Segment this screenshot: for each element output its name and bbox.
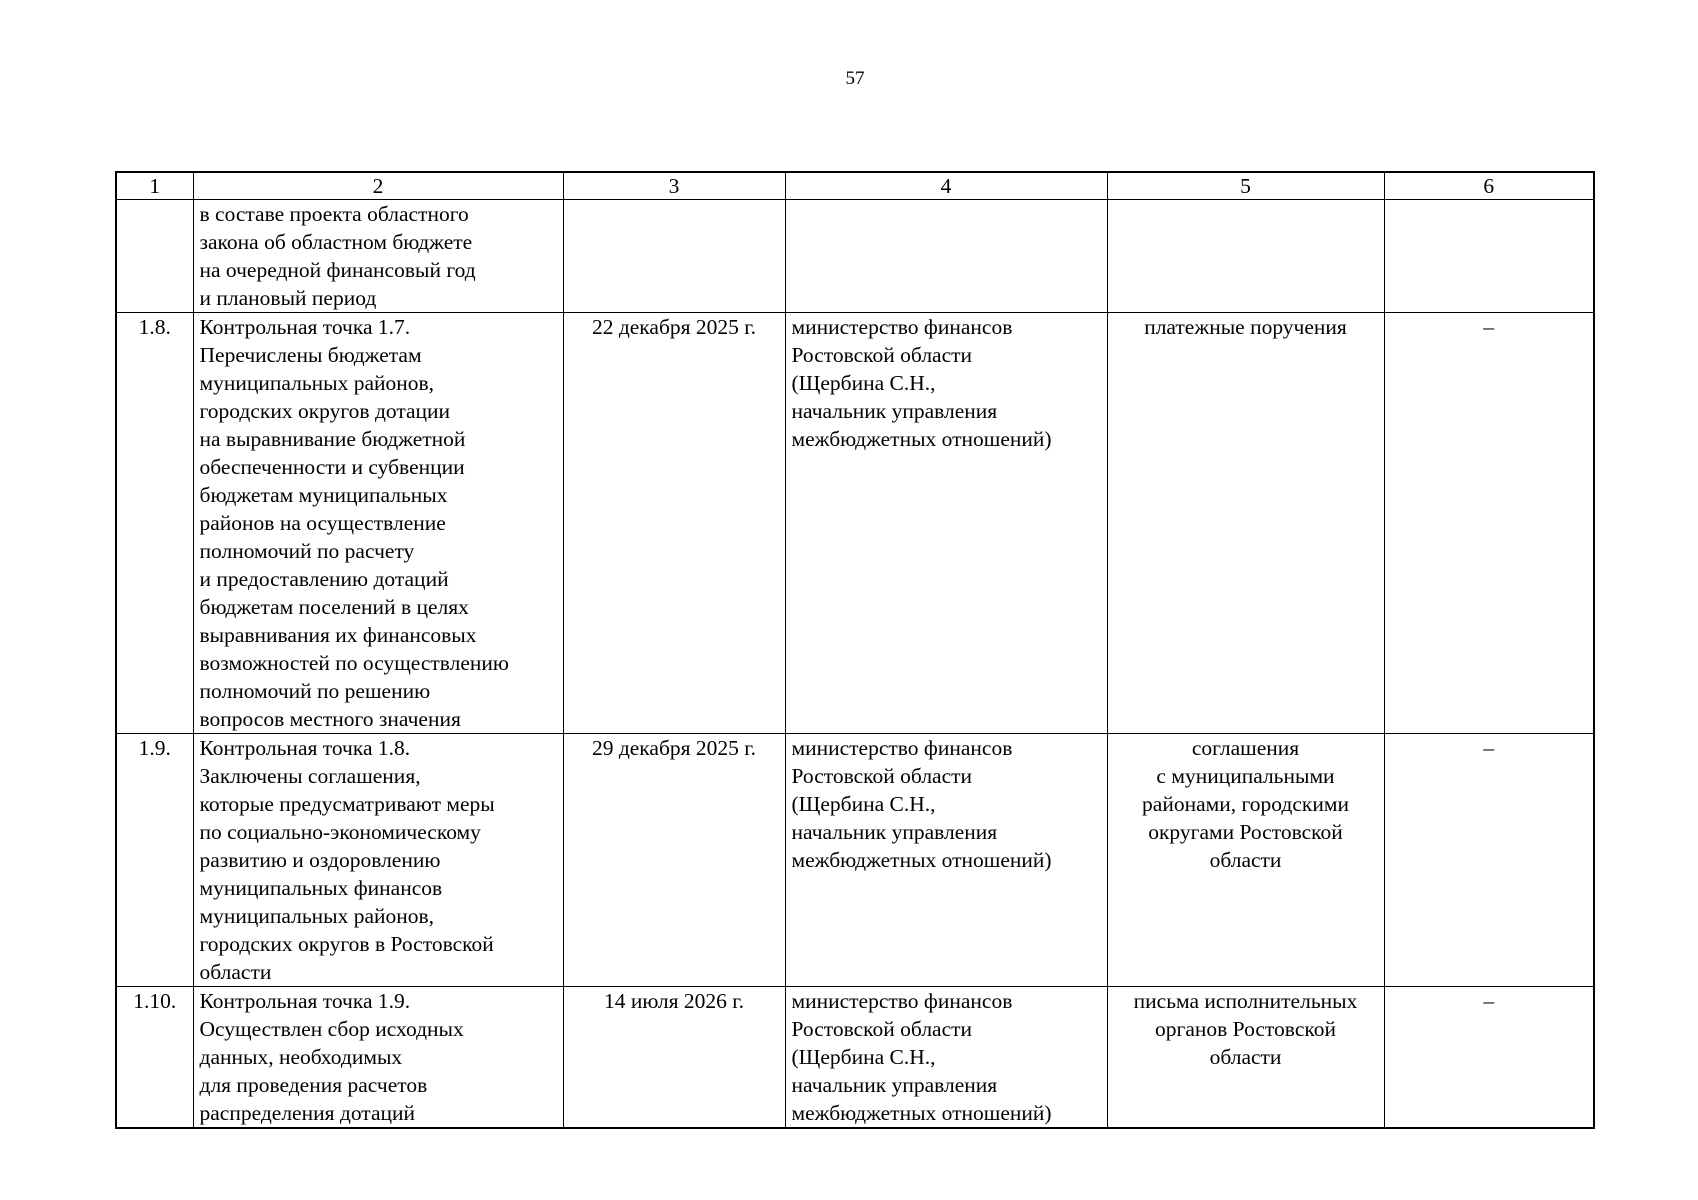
table-row [116,313,1594,734]
responsible-cell: министерство финансов Ростовской области (Щербина С.Н., начальник управления межбюджетных отношений) [785,987,1107,1129]
table-header-row [116,172,1594,200]
description-cell: Контрольная точка 1.7. Перечислены бюджетам муниципальных районов, городских округов дотации на выравнивание бюджетной обеспеченности и субвенции бюджетам муниципальных районов на осуществление полномочий по расчету и предоставлению дотаций бюджетам поселений в целях выравнивания их финансовых возможностей по осуществлению полномочий по решению вопросов местного значения [193,313,563,734]
table-row [116,200,1594,313]
responsible-cell: министерство финансов Ростовской области (Щербина С.Н., начальник управления межбюджетных отношений) [785,734,1107,987]
column-header: 3 [563,172,785,200]
row-number-cell [116,200,193,313]
column-header: 2 [193,172,563,200]
description-cell: Контрольная точка 1.9. Осуществлен сбор исходных данных, необходимых для проведения расчетов распределения дотаций [193,987,563,1129]
column-header: 4 [785,172,1107,200]
page-number: 57 [845,68,865,89]
note-cell: – [1384,987,1594,1129]
document-cell [1107,200,1384,313]
date-cell: 14 июля 2026 г. [563,987,785,1129]
document-cell: соглашения с муниципальными районами, городскими округами Ростовской области [1107,734,1384,987]
description-cell: в составе проекта областного закона об областном бюджете на очередной финансовый год и плановый период [193,200,563,313]
date-cell: 29 декабря 2025 г. [563,734,785,987]
row-number-cell: 1.10. [116,987,193,1129]
date-cell: 22 декабря 2025 г. [563,313,785,734]
row-number-cell: 1.8. [116,313,193,734]
column-header: 1 [116,172,193,200]
note-cell [1384,200,1594,313]
date-cell [563,200,785,313]
note-cell: – [1384,734,1594,987]
plan-table [115,171,1595,1129]
column-header: 6 [1384,172,1594,200]
column-header: 5 [1107,172,1384,200]
responsible-cell: министерство финансов Ростовской области (Щербина С.Н., начальник управления межбюджетных отношений) [785,313,1107,734]
row-number-cell: 1.9. [116,734,193,987]
document-cell: письма исполнительных органов Ростовской области [1107,987,1384,1129]
document-cell: платежные поручения [1107,313,1384,734]
table-row [116,987,1594,1129]
table-row [116,734,1594,987]
responsible-cell [785,200,1107,313]
note-cell: – [1384,313,1594,734]
description-cell: Контрольная точка 1.8. Заключены соглашения, которые предусматривают меры по социально-экономическому развитию и оздоровлению муниципальных финансов муниципальных районов, городских округов в Ростовской области [193,734,563,987]
